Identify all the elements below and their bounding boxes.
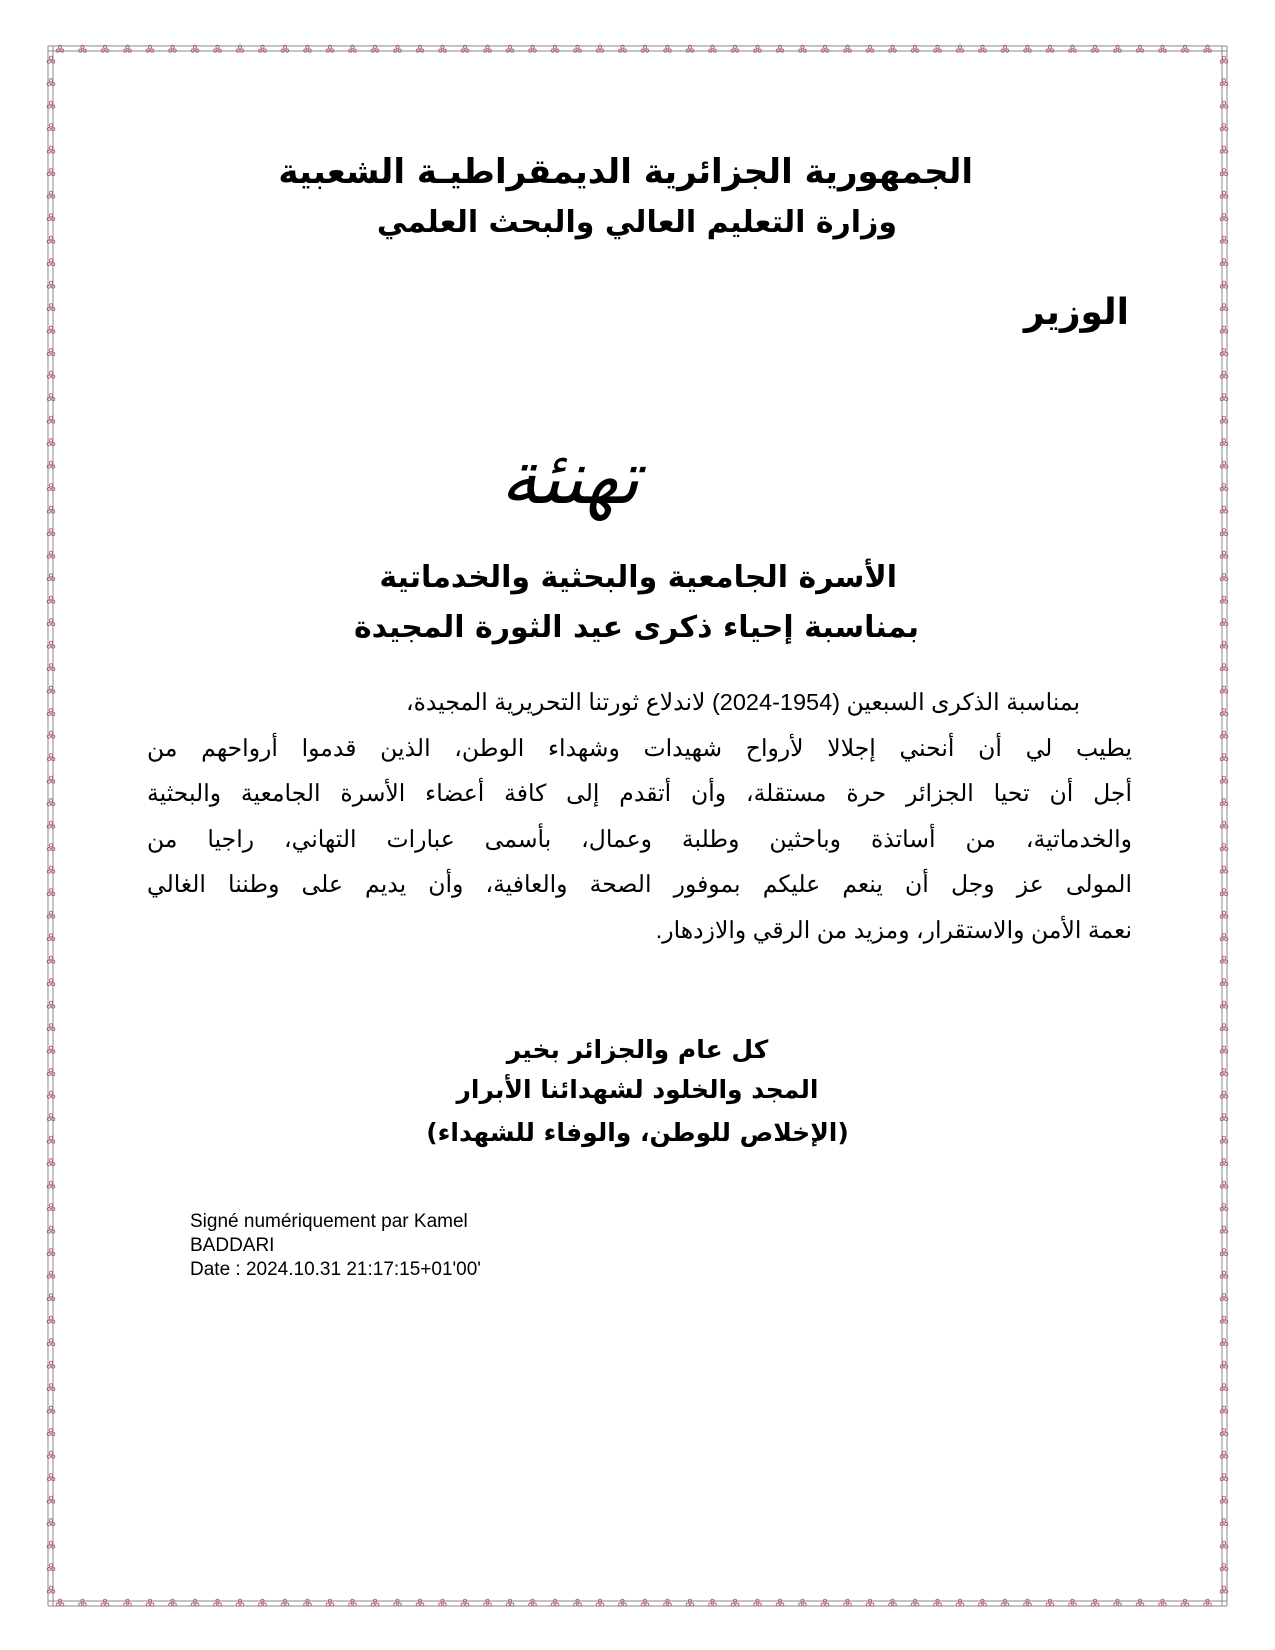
body-line-6: نعمة الأمن والاستقرار، ومزيد من الرقي والازدهار. xyxy=(655,916,1132,943)
border-flower-ornament xyxy=(56,1599,64,1606)
border-flower-ornament xyxy=(866,1599,874,1606)
border-flower-ornament xyxy=(461,1599,469,1606)
border-flower-ornament xyxy=(529,1599,537,1606)
border-flower-ornament xyxy=(1114,1599,1122,1606)
border-flower-ornament xyxy=(596,1599,604,1606)
border-flower-ornament xyxy=(889,1599,897,1606)
border-flower-ornament xyxy=(979,1599,987,1606)
border-flower-ornament xyxy=(506,1599,514,1606)
closing-line-2: المجد والخلود لشهدائنا الأبرار xyxy=(456,1075,819,1104)
body-line-2: يطيب لي أن أنحني إجلالا لأرواح شهيدات وشهداء الوطن، الذين قدموا أرواحهم من xyxy=(147,734,1132,761)
border-flower-ornament xyxy=(911,1599,919,1606)
border-flower-ornament xyxy=(416,1599,424,1606)
border-flower-ornament xyxy=(934,1599,942,1606)
border-flower-ornament xyxy=(641,1599,649,1606)
ministry-title: وزارة التعليم العالي والبحث العلمي xyxy=(376,205,897,240)
border-flower-ornament xyxy=(1091,1599,1099,1606)
border-flower-ornament xyxy=(776,1599,784,1606)
closing-line-1: كل عام والجزائر بخير xyxy=(506,1035,769,1064)
border-flower-ornament xyxy=(439,1599,447,1606)
border-flower-ornament xyxy=(214,1599,222,1606)
border-flower-ornament xyxy=(1159,1599,1167,1606)
signature-line-1: Signé numériquement par Kamel xyxy=(190,1211,468,1232)
border-flower-ornament xyxy=(956,1599,964,1606)
calligraphy-title: تهنئة xyxy=(500,435,640,521)
border-flower-ornament xyxy=(124,1599,132,1606)
border-flower-ornament xyxy=(1001,1599,1009,1606)
body-line-1: بمناسبة الذكرى السبعين (1954-2024) لاندلاع ثورتنا التحريرية المجيدة، xyxy=(406,689,1080,715)
border-flower-ornament xyxy=(259,1599,267,1606)
digital-signature-block xyxy=(190,1210,610,1282)
border-flower-ornament xyxy=(709,1599,717,1606)
addressee-line-1: الأسرة الجامعية والبحثية والخدماتية xyxy=(379,560,897,595)
border-flower-ornament xyxy=(1136,1599,1144,1606)
border-flower-ornament xyxy=(191,1599,199,1606)
border-flower-ornament xyxy=(574,1599,582,1606)
message-body xyxy=(147,680,1132,953)
border-flower-ornament xyxy=(821,1599,829,1606)
border-flower-ornament xyxy=(146,1599,154,1606)
border-flower-ornament xyxy=(844,1599,852,1606)
border-flower-ornament xyxy=(1069,1599,1077,1606)
body-line-3: أجل أن تحيا الجزائر حرة مستقلة، وأن أتقدم إلى كافة أعضاء الأسرة الجامعية والبحثية xyxy=(147,780,1132,806)
minister-label: الوزير xyxy=(1023,292,1129,333)
republic-title: الجمهورية الجزائرية الديمقراطيـة الشعبية xyxy=(278,152,973,192)
border-flower-ornament xyxy=(236,1599,244,1606)
border-flower-ornament xyxy=(799,1599,807,1606)
border-flower-ornament xyxy=(281,1599,289,1606)
border-flower-ornament xyxy=(731,1599,739,1606)
border-flower-ornament xyxy=(1046,1599,1054,1606)
border-flower-ornament xyxy=(1181,1599,1189,1606)
signature-line-2: BADDARI xyxy=(190,1235,275,1256)
border-flower-ornament xyxy=(1204,1599,1212,1606)
border-flower-ornament xyxy=(79,1599,87,1606)
border-flower-ornament xyxy=(394,1599,402,1606)
border-flower-ornament xyxy=(169,1599,177,1606)
border-flower-ornament xyxy=(484,1599,492,1606)
border-flower-ornament xyxy=(304,1599,312,1606)
border-flower-ornament xyxy=(101,1599,109,1606)
addressee-line-2: بمناسبة إحياء ذكرى عيد الثورة المجيدة xyxy=(353,610,919,645)
border-flower-ornament xyxy=(551,1599,559,1606)
closing-line-3: (الإخلاص للوطن، والوفاء للشهداء) xyxy=(426,1118,849,1147)
border-flower-ornament xyxy=(326,1599,334,1606)
body-line-4: والخدماتية، من أساتذة وباحثين وطلبة وعمال، بأسمى عبارات التهاني، راجيا من xyxy=(147,825,1132,852)
border-flower-ornament xyxy=(349,1599,357,1606)
border-flower-ornament xyxy=(619,1599,627,1606)
border-flower-ornament xyxy=(371,1599,379,1606)
body-line-5: المولى عز وجل أن ينعم عليكم بموفور الصحة والعافية، وأن يديم على وطننا الغالي xyxy=(147,871,1132,897)
border-flower-ornament xyxy=(686,1599,694,1606)
border-flower-ornament xyxy=(754,1599,762,1606)
border-flower-ornament xyxy=(664,1599,672,1606)
signature-date: Date : 2024.10.31 21:17:15+01'00' xyxy=(190,1259,481,1280)
border-flower-ornament xyxy=(1024,1599,1032,1606)
